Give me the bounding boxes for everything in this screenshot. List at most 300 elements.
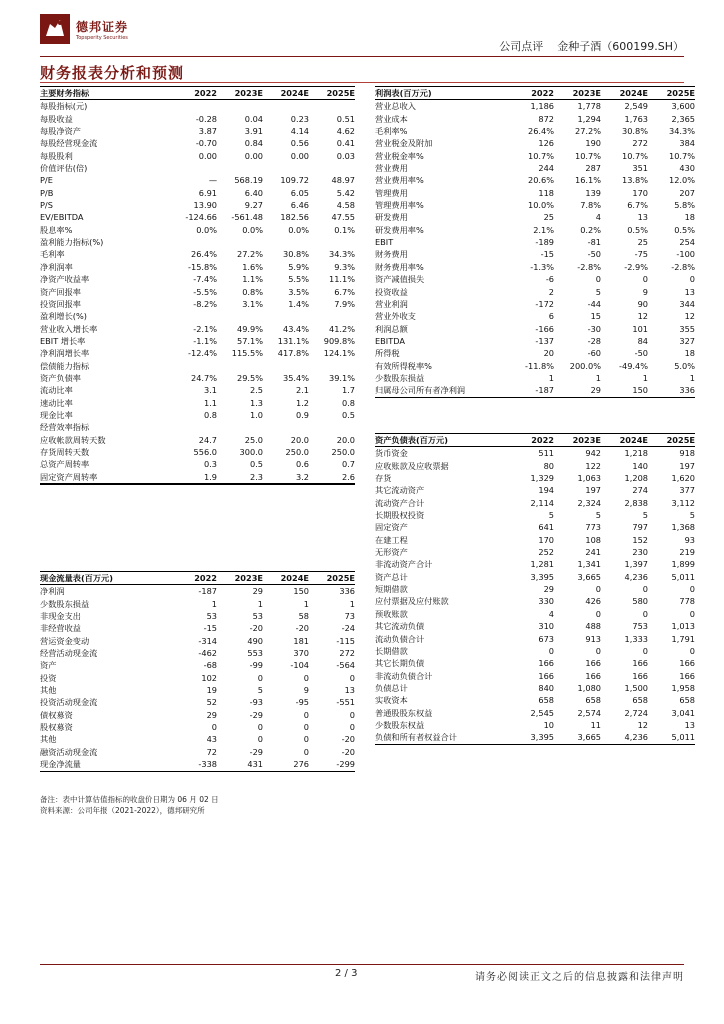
cell-value: 1,080 [577,682,601,693]
table-row [40,100,355,113]
row-label: 每股净资产 [40,126,81,137]
cell-value: 6 [548,311,554,322]
cell-value: 3.91 [244,126,263,137]
cell-value: 2,114 [530,497,554,508]
cell-value: -30 [587,323,601,334]
company-name: 金种子酒（600199.SH） [557,40,684,53]
cell-value [217,236,263,248]
table-row [40,224,355,236]
row-label: 营业总收入 [375,101,416,112]
table-row [40,199,355,211]
table-row [40,187,355,199]
cell-value: -50 [587,249,601,260]
cell-value: 1,063 [577,473,601,484]
cell-value: 150 [632,385,648,396]
row-label: 存货 [375,473,392,484]
cell-value: 181 [293,635,309,646]
cell-value: 25 [543,212,554,223]
cell-value: 11 [590,719,601,730]
table-row [375,484,695,496]
cell-value: 84 [637,335,648,346]
cell-value: 0.8% [242,286,263,297]
cell-value: -1.1% [193,335,217,346]
cell-value: 47.55 [331,212,355,223]
row-label: 有效所得税率% [375,360,432,371]
table-row [40,211,355,223]
cell-value: 417.8% [277,348,309,359]
cell-value: -15 [203,623,217,634]
table-row [375,187,695,199]
row-label: 营业税金率% [375,150,424,161]
row-label: EBIT [375,237,394,248]
row-label: 长期股权投资 [375,510,425,521]
row-label: 实收资本 [375,695,408,706]
cell-value: 24.7% [190,372,217,383]
cell-value: 30.8% [282,249,309,260]
cell-value: 3.5% [288,286,309,297]
row-label: 资产负债率 [40,372,81,383]
row-label: 普通股股东权益 [375,707,433,718]
cell-value: 0 [642,274,648,285]
cell-value: 1,294 [577,113,601,124]
cell-value: 18 [684,348,695,359]
note-line: 备注：表中计算估值指标的收盘价日期为 06 月 02 日 [40,795,219,804]
table-row [375,682,695,694]
cell-value: -20 [249,623,263,634]
cell-value: 219 [679,547,695,558]
cell-value: 0 [257,734,263,745]
row-label: 毛利率 [40,249,65,260]
cell-value: 29 [543,584,554,595]
row-label: 财务费用率% [375,261,424,272]
year-header: 2025E [648,434,695,447]
table-title: 资产负债表(百万元) [375,434,507,447]
table-row [375,113,695,125]
cell-value [171,421,217,433]
cell-value: 115.5% [231,348,263,359]
cell-value: 5.8% [674,200,695,211]
cell-value: 11.1% [328,274,355,285]
cell-value: 658 [632,695,648,706]
row-label: 总资产周转率 [40,459,90,470]
cell-value: 207 [679,187,695,198]
row-label: 毛利率% [375,126,408,137]
cell-value: 13 [637,212,648,223]
row-label: 投资回报率 [40,298,81,309]
cell-value: 272 [632,138,648,149]
cell-value: 0 [349,722,355,733]
cell-value: -462 [198,648,217,659]
cell-value [309,100,355,113]
cell-value: 0 [595,274,601,285]
cell-value [309,421,355,433]
row-label: 流动比率 [40,385,73,396]
cell-value: -60 [587,348,601,359]
table-row [375,620,695,632]
cell-value: 2,324 [577,497,601,508]
table-row [375,719,695,731]
row-label: EBITDA [375,335,405,346]
year-header: 2023E [554,87,601,100]
table-header-row [375,434,695,447]
table-row [375,447,695,460]
year-header: 2025E [648,87,695,100]
cell-value: 1,958 [671,682,695,693]
cell-value: 377 [679,485,695,496]
table-row [375,731,695,743]
cell-value: 9 [303,685,309,696]
table-title: 现金流量表(百万元) [40,572,171,585]
table-header-row [40,572,355,585]
row-label: 预收账款 [375,608,408,619]
cell-value: 53 [206,611,217,622]
cell-value: -44 [587,298,601,309]
row-label: 非现金支出 [40,611,81,622]
cell-value: 1,333 [624,633,648,644]
row-label: 每股经营现金流 [40,138,98,149]
cell-value: 384 [679,138,695,149]
cell-value: 4 [548,608,554,619]
cell-value: 1,500 [624,682,648,693]
cell-value: 12 [637,311,648,322]
cell-value: 1,791 [671,633,695,644]
row-label: 资产总计 [375,571,408,582]
cell-value: 0 [642,608,648,619]
row-label: 速动比率 [40,397,73,408]
cell-value: 4.58 [336,200,355,211]
cell-value: 488 [585,621,601,632]
cell-value: 2,549 [624,101,648,112]
cell-value: 182.56 [280,212,309,223]
cell-value: 0 [595,608,601,619]
table-bottom-rule [375,744,695,746]
row-label: 少数股东权益 [375,719,425,730]
year-header: 2025E [309,87,355,100]
cell-value: 641 [538,522,554,533]
table-row [375,521,695,533]
cell-value: 20.0 [290,434,309,445]
table-row [375,100,695,113]
cell-value: 0.04 [244,113,263,124]
table-row [375,162,695,174]
cell-value: 913 [585,633,601,644]
cell-value: 0.23 [290,113,309,124]
cell-value: 0.8 [203,409,217,420]
table-row [375,248,695,260]
cell-value: 34.3% [668,126,695,137]
row-label: 在建工程 [375,534,408,545]
cell-value: 49.9% [236,323,263,334]
table-row [40,471,355,483]
cell-value: 139 [585,187,601,198]
cell-value: 1.3 [249,397,263,408]
table-row [375,261,695,273]
row-label: 归属母公司所有者净利润 [375,385,466,396]
cell-value: 34.3% [328,249,355,260]
cell-value: 0 [303,672,309,683]
cell-value: -75 [634,249,648,260]
cell-value: -115 [336,635,355,646]
cell-value: 16.1% [574,175,601,186]
cell-value: 1.0 [249,409,263,420]
cell-value: 29.5% [236,372,263,383]
cell-value: 0 [303,734,309,745]
table-row [375,236,695,248]
cell-value: 336 [679,385,695,396]
cell-value: 190 [585,138,601,149]
cell-value: 336 [339,586,355,597]
cell-value: 170 [538,534,554,545]
cell-value: 197 [585,485,601,496]
cell-value: 431 [247,759,263,770]
cell-value: — [208,175,217,186]
cell-value: 43 [206,734,217,745]
row-label: 所得税 [375,348,400,359]
cell-value [263,236,309,248]
cell-value: 102 [201,672,217,683]
table-row [40,397,355,409]
cell-value: 15 [590,311,601,322]
cell-value [263,162,309,174]
cell-value: 3.2 [295,471,309,482]
cell-value: 556.0 [193,446,217,457]
table-row [375,211,695,223]
cell-value: 13 [344,685,355,696]
cell-value: 0 [642,584,648,595]
cell-value: 0.8 [341,397,355,408]
cell-value: 29 [206,709,217,720]
cell-value: 9 [642,286,648,297]
cell-value: -166 [535,323,554,334]
table-row [40,434,355,446]
table-bottom-rule [40,771,355,773]
cell-value [217,162,263,174]
row-label: P/S [40,200,53,211]
year-header: 2024E [601,434,648,447]
cell-value: 6.05 [290,187,309,198]
cell-value: 0 [689,608,695,619]
cell-value: 310 [538,621,554,632]
cell-value [309,236,355,248]
table-row [375,125,695,137]
cell-value: 0.00 [290,150,309,161]
row-label: 营业税金及附加 [375,138,433,149]
cell-value: 166 [585,658,601,669]
cell-value: 1,218 [624,448,648,459]
cell-value: 4,236 [624,571,648,582]
cell-value [171,100,217,113]
cell-value: 108 [585,534,601,545]
table-row [40,286,355,298]
table-row [40,372,355,384]
cell-value: 0.00 [244,150,263,161]
cell-value [217,310,263,322]
cell-value: 18 [684,212,695,223]
year-header: 2023E [217,87,263,100]
cell-value: -124.66 [185,212,217,223]
cell-value: -24 [341,623,355,634]
cell-value: -29 [249,746,263,757]
cell-value: 0.0% [242,224,263,235]
table-row [40,746,355,758]
cell-value: 0.2% [580,224,601,235]
cell-value: 797 [632,522,648,533]
row-label: 净利润 [40,586,65,597]
cell-value: -12.4% [188,348,217,359]
cell-value: 0 [257,722,263,733]
row-label: 研发费用率% [375,224,424,235]
cell-value: 490 [247,635,263,646]
cell-value: 0 [689,584,695,595]
page-number: 2 / 3 [335,968,358,979]
cell-value: 1,620 [671,473,695,484]
row-label: 每股指标(元) [40,101,88,112]
cell-value: 5 [595,286,601,297]
table-row [40,384,355,396]
table-row [40,696,355,708]
cell-value: 2,545 [530,707,554,718]
cell-value: 426 [585,596,601,607]
cell-value: 5,011 [671,571,695,582]
table-row [40,598,355,610]
cell-value: 1 [349,598,355,609]
cell-value: 3,665 [577,732,601,743]
row-label: 投资收益 [375,286,408,297]
table-header-row [375,87,695,100]
year-header: 2022 [171,87,217,100]
table-row [40,733,355,745]
table-title: 主要财务指标 [40,87,171,100]
cell-value: 20.6% [527,175,554,186]
cell-value: -189 [535,237,554,248]
cell-value: -11.8% [525,360,554,371]
table-row [375,150,695,162]
row-label: 短期借款 [375,584,408,595]
row-label: 股息率% [40,224,73,235]
row-label: 少数股东损益 [375,372,425,383]
cell-value: 0 [303,722,309,733]
cell-value: 2.3 [249,471,263,482]
table-row [375,645,695,657]
table-row [375,199,695,211]
cell-value: 170 [632,187,648,198]
table-row [40,162,355,174]
table-row [375,224,695,236]
cell-value: -68 [203,660,217,671]
table-row [40,409,355,421]
cell-value: -551 [336,697,355,708]
cell-value: 0 [548,645,554,656]
brand-logo-icon [40,14,70,44]
table-row [40,585,355,598]
cell-value: 10.0% [527,200,554,211]
cell-value: 0 [257,672,263,683]
year-header: 2022 [507,87,554,100]
table-row [40,125,355,137]
table-row [40,261,355,273]
cell-value: 1.6% [242,261,263,272]
cell-value: 1 [548,372,554,383]
cell-value: 568.19 [234,175,263,186]
cell-value: 355 [679,323,695,334]
year-header: 2022 [171,572,217,585]
cell-value: -187 [535,385,554,396]
row-label: 长期借款 [375,645,408,656]
row-label: 货币资金 [375,448,408,459]
cell-value [309,310,355,322]
cell-value: 778 [679,596,695,607]
cell-value: 241 [585,547,601,558]
cell-value: 1.2 [295,397,309,408]
cell-value: 1 [211,598,217,609]
cell-value: 3,395 [530,571,554,582]
cell-value: 658 [585,695,601,706]
cell-value: 5.42 [336,187,355,198]
table-row [375,360,695,372]
cell-value: 230 [632,547,648,558]
cell-value: 166 [538,670,554,681]
table-row [40,347,355,359]
table-row [40,659,355,671]
table-row [375,472,695,484]
table-row [40,248,355,260]
cell-value: 43.4% [282,323,309,334]
cell-value: 2.5 [249,385,263,396]
cell-value: 5.9% [288,261,309,272]
cell-value: 6.91 [198,187,217,198]
cell-value: 0.0% [288,224,309,235]
table-row [375,310,695,322]
row-label: 非流动负债合计 [375,670,433,681]
cell-value: 0 [303,709,309,720]
cell-value: -50 [634,348,648,359]
table-row [40,610,355,622]
cell-value: 276 [293,759,309,770]
cell-value: 1 [689,372,695,383]
cell-value: -20 [295,623,309,634]
table-row [40,298,355,310]
header-divider [40,56,684,57]
table-row [375,633,695,645]
table-row [375,534,695,546]
table-bottom-rule [40,483,355,485]
cell-value: 1 [303,598,309,609]
cell-value: 29 [252,586,263,597]
cell-value: 0.5 [341,409,355,420]
row-label: 其他 [40,734,57,745]
row-label: 财务费用 [375,249,408,260]
cell-value: -299 [336,759,355,770]
year-header: 2022 [507,434,554,447]
brand-name: 德邦证券 [76,20,129,34]
cell-value: 773 [585,522,601,533]
cell-value: 0.3 [203,459,217,470]
row-label: EBIT 增长率 [40,335,86,346]
table-row [375,546,695,558]
cell-value: 1,013 [671,621,695,632]
cell-value: 0 [689,645,695,656]
cell-value: 166 [632,670,648,681]
table-row [40,622,355,634]
row-label: 营业费用率% [375,175,424,186]
cell-value: 80 [543,460,554,471]
table-row [375,670,695,682]
cell-value: -8.2% [193,298,217,309]
cell-value: 658 [538,695,554,706]
cell-value: 166 [538,658,554,669]
cell-value: 918 [679,448,695,459]
cell-value: 274 [632,485,648,496]
